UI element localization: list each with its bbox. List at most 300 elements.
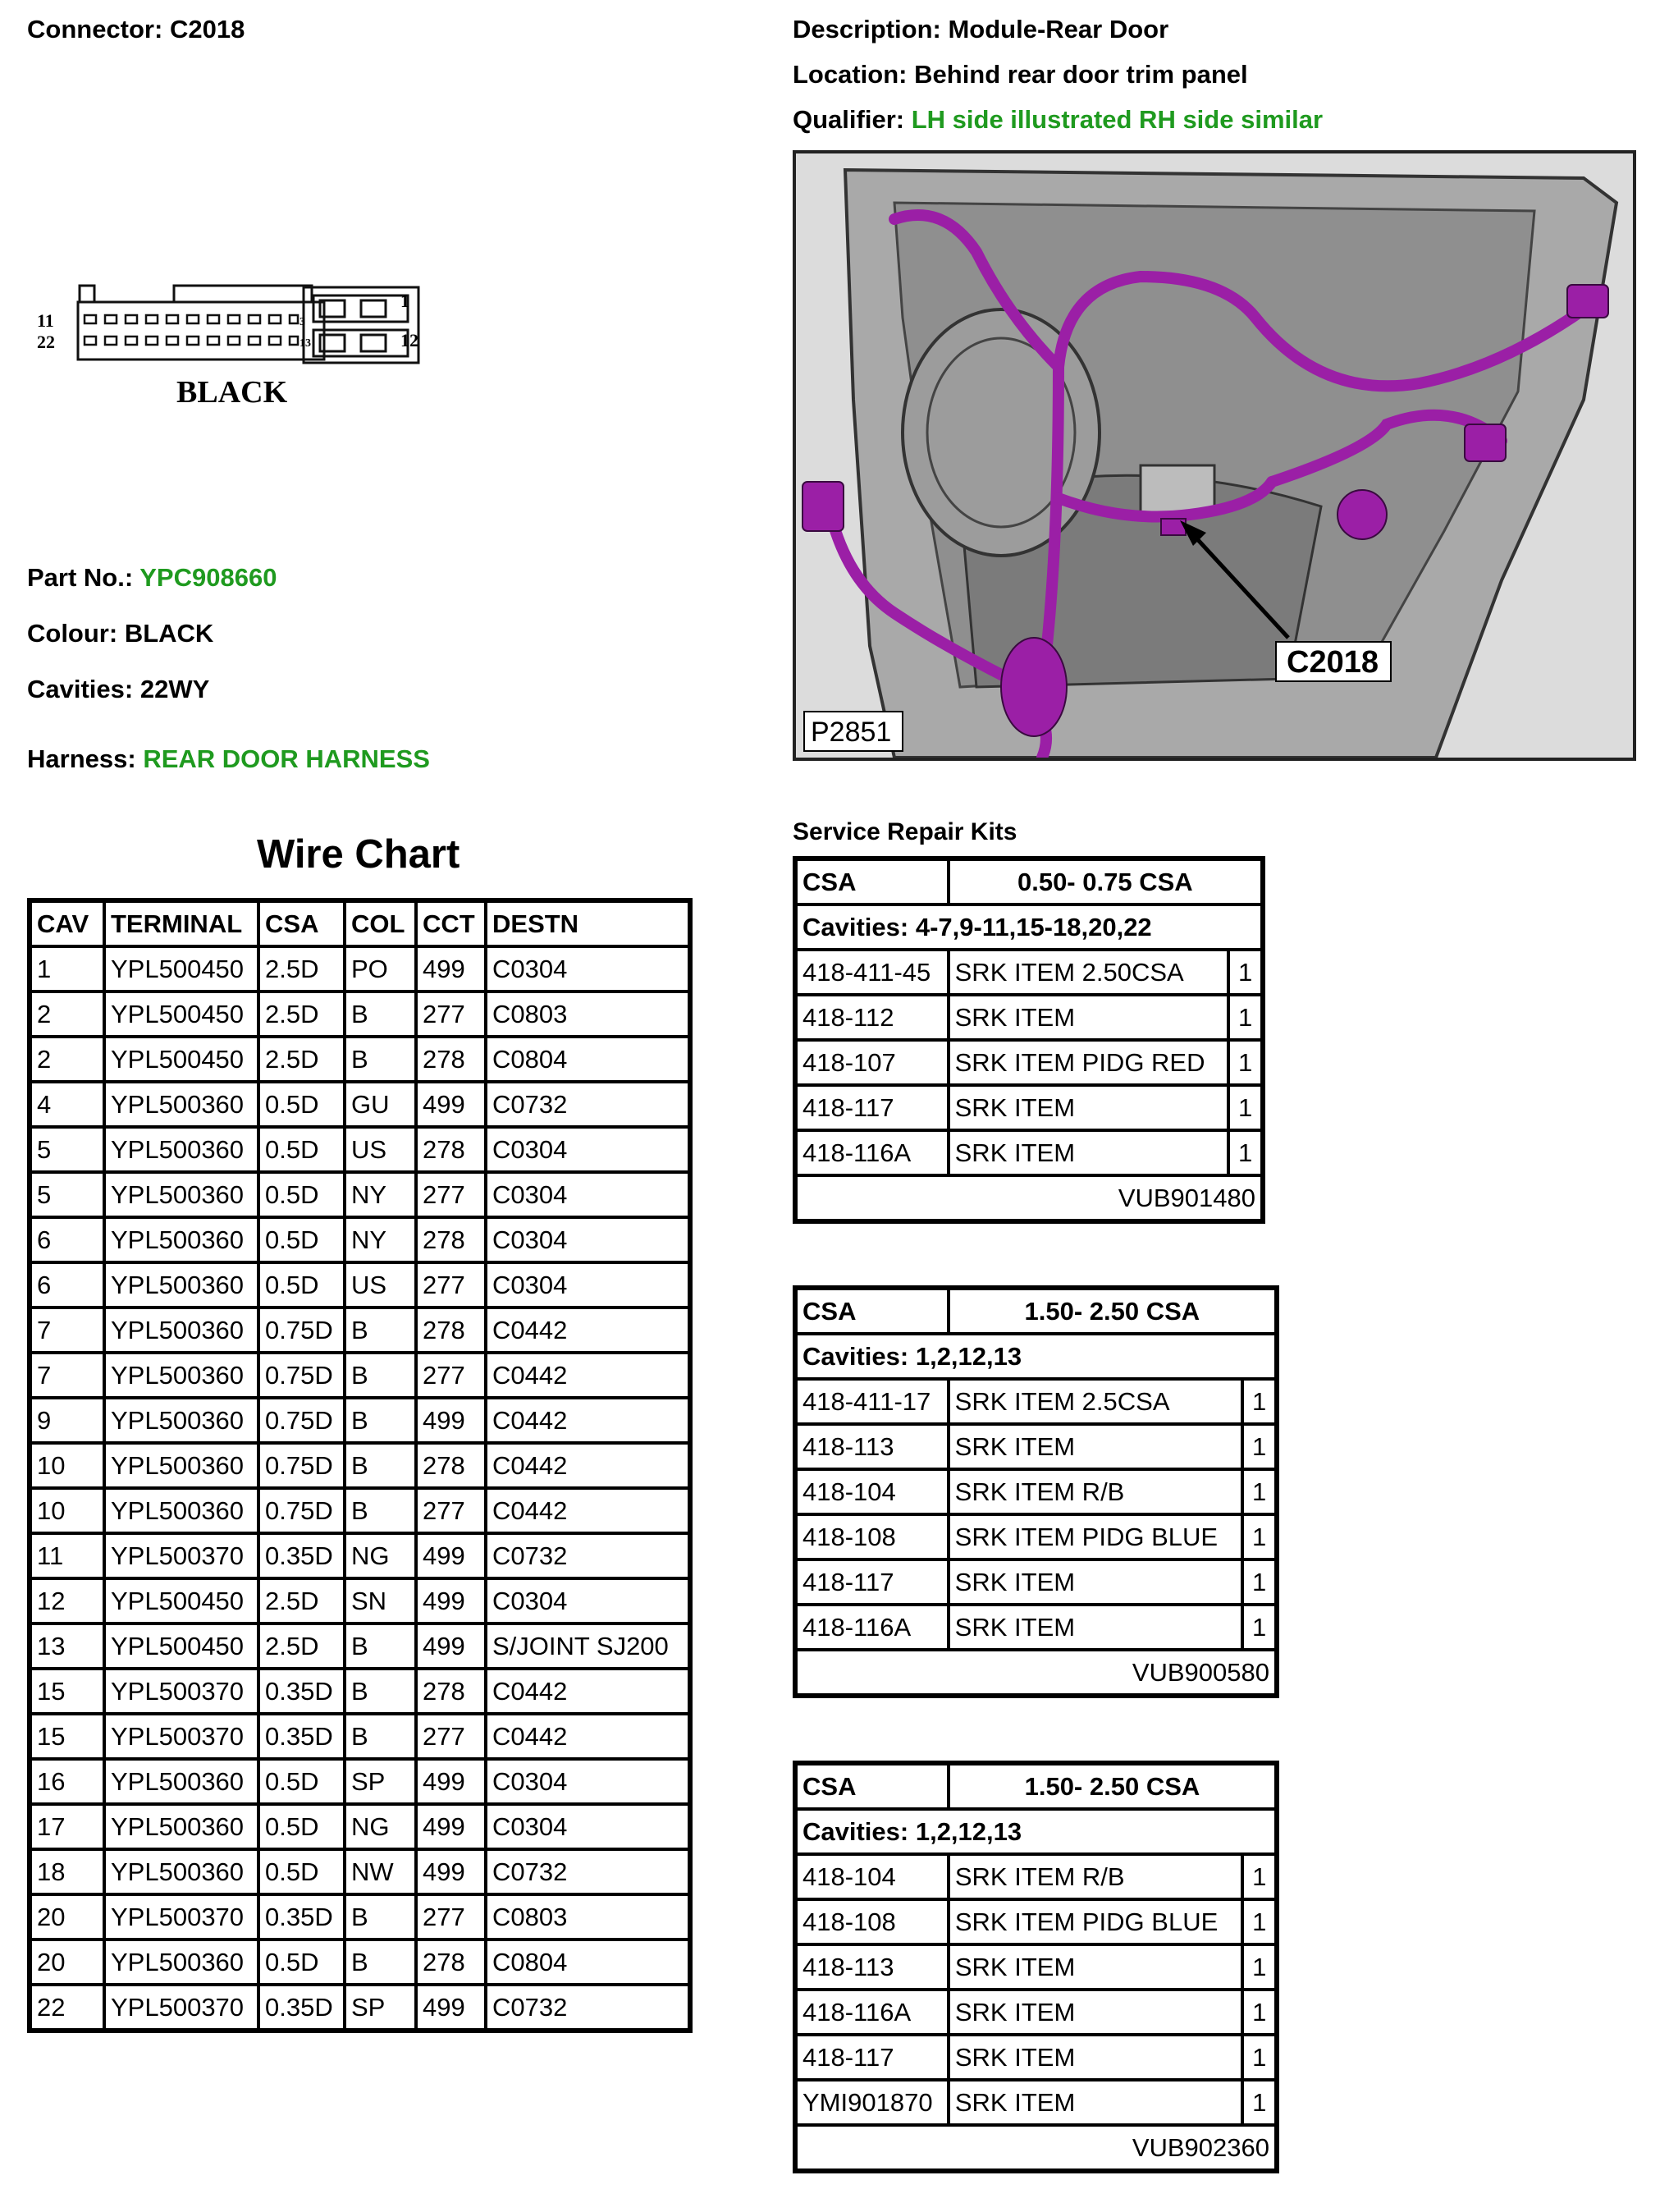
colour-label: Colour: [27,619,118,648]
wire-chart-header-cav: CAV [30,901,104,946]
connector-latch-small [80,286,94,302]
wire-cell-terminal: YPL500360 [104,1082,258,1127]
wire-cell-col: US [345,1262,416,1308]
kit-csa-label: CSA [796,1289,949,1334]
wire-cell-cav: 4 [30,1082,104,1127]
wire-cell-terminal: YPL500450 [104,1624,258,1669]
wire-chart-row [30,1082,689,1127]
wire-chart-row [30,1262,689,1308]
wire-cell-col: B [345,1669,416,1714]
wire-cell-cct: 277 [416,1894,486,1940]
wire-cell-cav: 10 [30,1488,104,1533]
kit-item-row [796,2035,1276,2080]
kit-item-qty: 1 [1228,1085,1262,1130]
wire-cell-destn: C0304 [486,1759,689,1804]
qualifier-label: Qualifier: [793,105,905,134]
wire-chart-row [30,1940,689,1985]
cavities-value: 22WY [139,675,210,703]
connector-line [27,15,245,44]
wire-cell-terminal: YPL500360 [104,1217,258,1262]
qualifier-line [793,105,1323,135]
wire-cell-csa: 2.5D [258,1578,345,1624]
wire-cell-col: B [345,1624,416,1669]
wire-cell-col: B [345,1398,416,1443]
kit-item-qty: 1 [1242,1944,1276,1990]
kit-cavities-row [796,1809,1276,1854]
location-label: Location: [793,60,908,89]
wire-cell-terminal: YPL500360 [104,1488,258,1533]
wire-cell-terminal: YPL500370 [104,1894,258,1940]
kit-item-row [796,1085,1262,1130]
wire-cell-destn: C0442 [486,1443,689,1488]
description-value: Module-Rear Door [948,15,1169,44]
pin-label-12: 12 [400,330,418,350]
kit-reference: VUB900580 [796,1650,1276,1695]
wire-chart-row [30,1759,689,1804]
wire-cell-col: B [345,992,416,1037]
wire-cell-destn: C0803 [486,1894,689,1940]
wire-cell-csa: 0.5D [258,1262,345,1308]
kit-item-part: 418-113 [796,1424,949,1469]
kit-item-qty: 1 [1228,950,1262,995]
wire-cell-col: B [345,1488,416,1533]
wire-cell-cct: 277 [416,1353,486,1398]
pin-label-22: 22 [37,332,55,352]
wire-cell-terminal: YPL500360 [104,1308,258,1353]
wire-cell-col: NG [345,1804,416,1849]
wire-chart-header-destn: DESTN [486,901,689,946]
kit-item-part: 418-117 [796,1559,949,1605]
wire-cell-cct: 499 [416,946,486,992]
wire-cell-cav: 11 [30,1533,104,1578]
kit-item-part: 418-117 [796,1085,949,1130]
wire-cell-destn: C0442 [486,1398,689,1443]
kit-item-desc: SRK ITEM [949,1559,1243,1605]
speaker-opening [903,309,1100,556]
kit-reference: VUB902360 [796,2125,1276,2170]
kit-item-qty: 1 [1242,1559,1276,1605]
wire-cell-cav: 10 [30,1443,104,1488]
kit-item-row [796,1899,1276,1944]
wire-cell-destn: C0304 [486,1172,689,1217]
wire-cell-col: PO [345,946,416,992]
wire-cell-destn: C0732 [486,1082,689,1127]
part-value: YPC908660 [139,563,277,592]
wire-cell-col: B [345,1894,416,1940]
part-number-line [27,563,277,593]
kit-item-part: 418-107 [796,1040,949,1085]
wire-chart-row [30,1127,689,1172]
wire-cell-destn: C0304 [486,1262,689,1308]
wire-cell-csa: 0.75D [258,1443,345,1488]
kit-item-row [796,995,1262,1040]
service-kit-table-1 [793,856,1265,1224]
kit-item-desc: SRK ITEM PIDG RED [949,1040,1229,1085]
wire-cell-terminal: YPL500360 [104,1172,258,1217]
wire-cell-destn: C0732 [486,1849,689,1894]
pin-row-bottom [85,337,298,345]
wire-cell-cct: 499 [416,1533,486,1578]
wire-cell-col: GU [345,1082,416,1127]
qualifier-value: LH side illustrated RH side similar [911,105,1324,134]
wire-cell-cct: 277 [416,992,486,1037]
wire-cell-cct: 499 [416,1849,486,1894]
wire-cell-csa: 0.5D [258,1804,345,1849]
wire-cell-col: US [345,1127,416,1172]
wire-cell-destn: C0442 [486,1353,689,1398]
kit-csa-label: CSA [796,1764,949,1809]
kit-item-desc: SRK ITEM [949,1944,1243,1990]
wire-cell-cct: 277 [416,1488,486,1533]
wire-cell-cav: 20 [30,1894,104,1940]
wire-cell-csa: 2.5D [258,1624,345,1669]
connector-c2018-mark [1161,519,1186,535]
description-label: Description: [793,15,941,44]
wire-chart-row [30,1172,689,1217]
kit-csa-row [796,859,1262,904]
description-line [793,15,1168,44]
wire-cell-col: B [345,1940,416,1985]
wire-cell-csa: 0.75D [258,1353,345,1398]
pin-label-13: 13 [300,337,311,350]
kit-item-part: 418-116A [796,1605,949,1650]
kit-item-desc: SRK ITEM [949,995,1229,1040]
wire-cell-cct: 277 [416,1172,486,1217]
kit-item-qty: 1 [1228,995,1262,1040]
wire-cell-cav: 15 [30,1714,104,1759]
colour-value: BLACK [124,619,214,648]
wire-chart-row [30,992,689,1037]
kit-item-qty: 1 [1228,1130,1262,1175]
part-label: Part No.: [27,563,134,592]
wire-chart-header-col: COL [345,901,416,946]
wire-chart-header-cct: CCT [416,901,486,946]
wire-cell-cct: 499 [416,1804,486,1849]
wire-cell-csa: 0.5D [258,1849,345,1894]
wire-cell-csa: 0.75D [258,1398,345,1443]
wire-cell-destn: C0442 [486,1308,689,1353]
wire-cell-csa: 2.5D [258,946,345,992]
kit-cavities-row [796,1334,1276,1379]
kit-cavities: Cavities: 1,2,12,13 [796,1334,1276,1379]
wire-cell-destn: C0442 [486,1488,689,1533]
wire-cell-cav: 2 [30,992,104,1037]
kit-item-desc: SRK ITEM [949,1130,1229,1175]
pin-row-top [85,315,298,323]
kit-item-row [796,1469,1276,1514]
kit-cavities: Cavities: 1,2,12,13 [796,1809,1276,1854]
wire-cell-destn: C0732 [486,1985,689,2030]
wire-chart-row [30,1443,689,1488]
wire-cell-destn: S/JOINT SJ200 [486,1624,689,1669]
kit-item-row [796,1854,1276,1899]
kit-item-qty: 1 [1242,1514,1276,1559]
kit-item-part: 418-112 [796,995,949,1040]
wire-cell-terminal: YPL500360 [104,1759,258,1804]
wire-cell-destn: C0304 [486,1804,689,1849]
kit-item-qty: 1 [1242,1854,1276,1899]
wire-cell-cav: 5 [30,1172,104,1217]
wire-chart-row [30,1624,689,1669]
kit-item-qty: 1 [1242,1469,1276,1514]
kit-item-part: 418-116A [796,1990,949,2035]
kit-item-desc: SRK ITEM PIDG BLUE [949,1514,1243,1559]
wire-cell-destn: C0304 [486,946,689,992]
wire-cell-cav: 15 [30,1669,104,1714]
wire-cell-cct: 499 [416,1985,486,2030]
wire-cell-destn: C0304 [486,1578,689,1624]
wire-cell-cav: 18 [30,1849,104,1894]
kit-item-part: 418-108 [796,1514,949,1559]
wire-cell-terminal: YPL500360 [104,1398,258,1443]
wire-chart-header-terminal: TERMINAL [104,901,258,946]
kit-item-desc: SRK ITEM [949,2035,1243,2080]
harness-connector-lower-right [1465,424,1506,461]
wire-chart-row [30,1578,689,1624]
kit-item-qty: 1 [1242,2080,1276,2125]
kit-item-part: 418-108 [796,1899,949,1944]
wire-cell-cav: 1 [30,946,104,992]
kit-item-row [796,950,1262,995]
wire-chart-row [30,1488,689,1533]
wire-cell-cct: 499 [416,1759,486,1804]
wire-cell-cav: 6 [30,1262,104,1308]
wire-cell-cav: 13 [30,1624,104,1669]
wire-cell-destn: C0442 [486,1714,689,1759]
wire-cell-terminal: YPL500450 [104,992,258,1037]
kit-reference: VUB901480 [796,1175,1262,1220]
callout-label: C2018 [1287,645,1379,680]
wire-cell-terminal: YPL500370 [104,1669,258,1714]
wire-chart-row [30,1985,689,2030]
kit-item-row [796,2080,1276,2125]
wire-cell-csa: 0.35D [258,1985,345,2030]
wire-cell-cct: 278 [416,1940,486,1985]
wire-cell-cct: 278 [416,1308,486,1353]
wire-cell-col: SN [345,1578,416,1624]
wire-cell-destn: C0304 [486,1127,689,1172]
wire-chart-row [30,1804,689,1849]
kit-csa-value: 0.50- 0.75 CSA [949,859,1262,904]
wire-chart-table [27,898,693,2033]
wire-chart-row [30,1217,689,1262]
kit-item-qty: 1 [1242,2035,1276,2080]
kit-item-desc: SRK ITEM [949,1424,1243,1469]
wire-cell-col: B [345,1353,416,1398]
kit-item-part: 418-104 [796,1469,949,1514]
kit-ref-row [796,1175,1262,1220]
wire-cell-cav: 9 [30,1398,104,1443]
wire-cell-cav: 5 [30,1127,104,1172]
colour-line [27,619,213,648]
wire-cell-csa: 0.35D [258,1533,345,1578]
wire-cell-csa: 0.35D [258,1669,345,1714]
wire-cell-terminal: YPL500450 [104,1578,258,1624]
pin-label-1: 1 [400,291,409,311]
wire-cell-terminal: YPL500370 [104,1985,258,2030]
kit-csa-value: 1.50- 2.50 CSA [949,1764,1276,1809]
kit-item-part: YMI901870 [796,2080,949,2125]
wire-cell-terminal: YPL500360 [104,1940,258,1985]
wire-cell-cct: 277 [416,1714,486,1759]
connector-body-left [78,302,324,360]
kit-item-desc: SRK ITEM R/B [949,1854,1243,1899]
wire-chart-row [30,1398,689,1443]
wire-chart-row [30,1308,689,1353]
wire-cell-cct: 278 [416,1443,486,1488]
wire-cell-terminal: YPL500450 [104,946,258,992]
kit-item-desc: SRK ITEM 2.50CSA [949,950,1229,995]
pin-label-3: 3 [300,316,305,328]
kit-item-desc: SRK ITEM 2.5CSA [949,1379,1243,1424]
kit-item-qty: 1 [1242,1424,1276,1469]
wire-cell-terminal: YPL500360 [104,1353,258,1398]
kit-item-row [796,1944,1276,1990]
kit-item-row [796,1605,1276,1650]
wire-chart-row [30,1894,689,1940]
wire-chart-header-row [30,901,689,946]
wire-cell-terminal: YPL500370 [104,1533,258,1578]
kit-item-part: 418-411-45 [796,950,949,995]
door-drawing [796,153,1633,758]
kit-csa-row [796,1764,1276,1809]
wire-cell-csa: 2.5D [258,1037,345,1082]
wire-cell-terminal: YPL500360 [104,1262,258,1308]
wire-cell-col: NY [345,1217,416,1262]
wire-cell-terminal: YPL500370 [104,1714,258,1759]
wire-chart-row [30,1533,689,1578]
kit-item-qty: 1 [1242,1899,1276,1944]
wire-cell-terminal: YPL500360 [104,1127,258,1172]
kit-item-part: 418-116A [796,1130,949,1175]
wire-chart-row [30,1037,689,1082]
kit-item-desc: SRK ITEM PIDG BLUE [949,1899,1243,1944]
wire-cell-col: SP [345,1985,416,2030]
kit-csa-label: CSA [796,859,949,904]
kit-item-desc: SRK ITEM [949,1085,1229,1130]
wire-cell-col: B [345,1443,416,1488]
service-kit-table-2 [793,1285,1279,1698]
kit-ref-row [796,1650,1276,1695]
harness-connector-upper-right [1567,285,1608,318]
wire-cell-cav: 6 [30,1217,104,1262]
wire-cell-cav: 16 [30,1759,104,1804]
wire-cell-csa: 0.35D [258,1714,345,1759]
kit-item-desc: SRK ITEM [949,2080,1243,2125]
wire-cell-cct: 499 [416,1578,486,1624]
wire-cell-csa: 0.5D [258,1127,345,1172]
kit-item-qty: 1 [1242,1605,1276,1650]
harness-connector-left [802,482,844,531]
harness-label: Harness: [27,744,136,773]
kit-cavities-row [796,904,1262,950]
kit-item-row [796,1559,1276,1605]
kit-csa-row [796,1289,1276,1334]
wire-cell-csa: 0.35D [258,1894,345,1940]
cavities-label: Cavities: [27,675,134,703]
wire-cell-csa: 0.5D [258,1082,345,1127]
wire-cell-terminal: YPL500360 [104,1804,258,1849]
wire-chart-row [30,946,689,992]
wire-cell-destn: C0304 [486,1217,689,1262]
connector-pinout-diagram [33,277,435,417]
wire-cell-cav: 7 [30,1353,104,1398]
kit-item-desc: SRK ITEM [949,1605,1243,1650]
kit-item-part: 418-117 [796,2035,949,2080]
kit-item-part: 418-113 [796,1944,949,1990]
rear-door-illustration [793,150,1636,761]
kit-item-desc: SRK ITEM [949,1990,1243,2035]
harness-grommet-right [1337,490,1387,539]
wire-cell-cav: 20 [30,1940,104,1985]
kit-cavities: Cavities: 4-7,9-11,15-18,20,22 [796,904,1262,950]
wire-cell-terminal: YPL500360 [104,1849,258,1894]
wire-cell-cct: 277 [416,1262,486,1308]
wire-cell-col: NG [345,1533,416,1578]
wire-cell-col: SP [345,1759,416,1804]
harness-value: REAR DOOR HARNESS [143,744,430,773]
kit-item-row [796,1514,1276,1559]
wire-cell-cav: 22 [30,1985,104,2030]
service-kits-title: Service Repair Kits [793,818,1017,845]
kit-item-desc: SRK ITEM R/B [949,1469,1243,1514]
kit-item-part: 418-411-17 [796,1379,949,1424]
location-line [793,60,1248,89]
wire-chart-row [30,1669,689,1714]
connector-value: C2018 [169,15,245,44]
kit-item-row [796,1379,1276,1424]
wire-cell-cct: 499 [416,1082,486,1127]
wire-chart-row [30,1353,689,1398]
connector-label: Connector: [27,15,163,44]
harness-line [27,744,430,774]
cavities-line [27,675,209,704]
wire-cell-destn: C0804 [486,1940,689,1985]
kit-item-qty: 1 [1242,1379,1276,1424]
wire-cell-csa: 0.5D [258,1940,345,1985]
kit-item-qty: 1 [1228,1040,1262,1085]
wire-cell-cct: 499 [416,1624,486,1669]
wire-chart-row [30,1714,689,1759]
harness-grommet-lower [1001,638,1067,736]
wire-cell-cav: 12 [30,1578,104,1624]
wire-cell-cav: 7 [30,1308,104,1353]
wire-cell-cct: 278 [416,1127,486,1172]
pin-label-11: 11 [37,310,54,331]
wire-cell-col: B [345,1308,416,1353]
location-value: Behind rear door trim panel [914,60,1248,89]
wire-cell-col: B [345,1714,416,1759]
kit-ref-row [796,2125,1276,2170]
wire-cell-cav: 17 [30,1804,104,1849]
wire-cell-terminal: YPL500450 [104,1037,258,1082]
wire-chart-header-csa: CSA [258,901,345,946]
wire-cell-cav: 2 [30,1037,104,1082]
kit-item-part: 418-104 [796,1854,949,1899]
wire-cell-cct: 278 [416,1669,486,1714]
wire-cell-csa: 0.5D [258,1172,345,1217]
wire-cell-destn: C0803 [486,992,689,1037]
wire-chart-row [30,1849,689,1894]
wire-cell-cct: 278 [416,1037,486,1082]
connector-colour-text: BLACK [176,375,288,410]
wire-chart-title: Wire Chart [257,832,460,877]
wire-cell-destn: C0732 [486,1533,689,1578]
figure-code: P2851 [811,717,892,748]
wire-cell-csa: 2.5D [258,992,345,1037]
wire-cell-csa: 0.5D [258,1759,345,1804]
wire-cell-destn: C0442 [486,1669,689,1714]
